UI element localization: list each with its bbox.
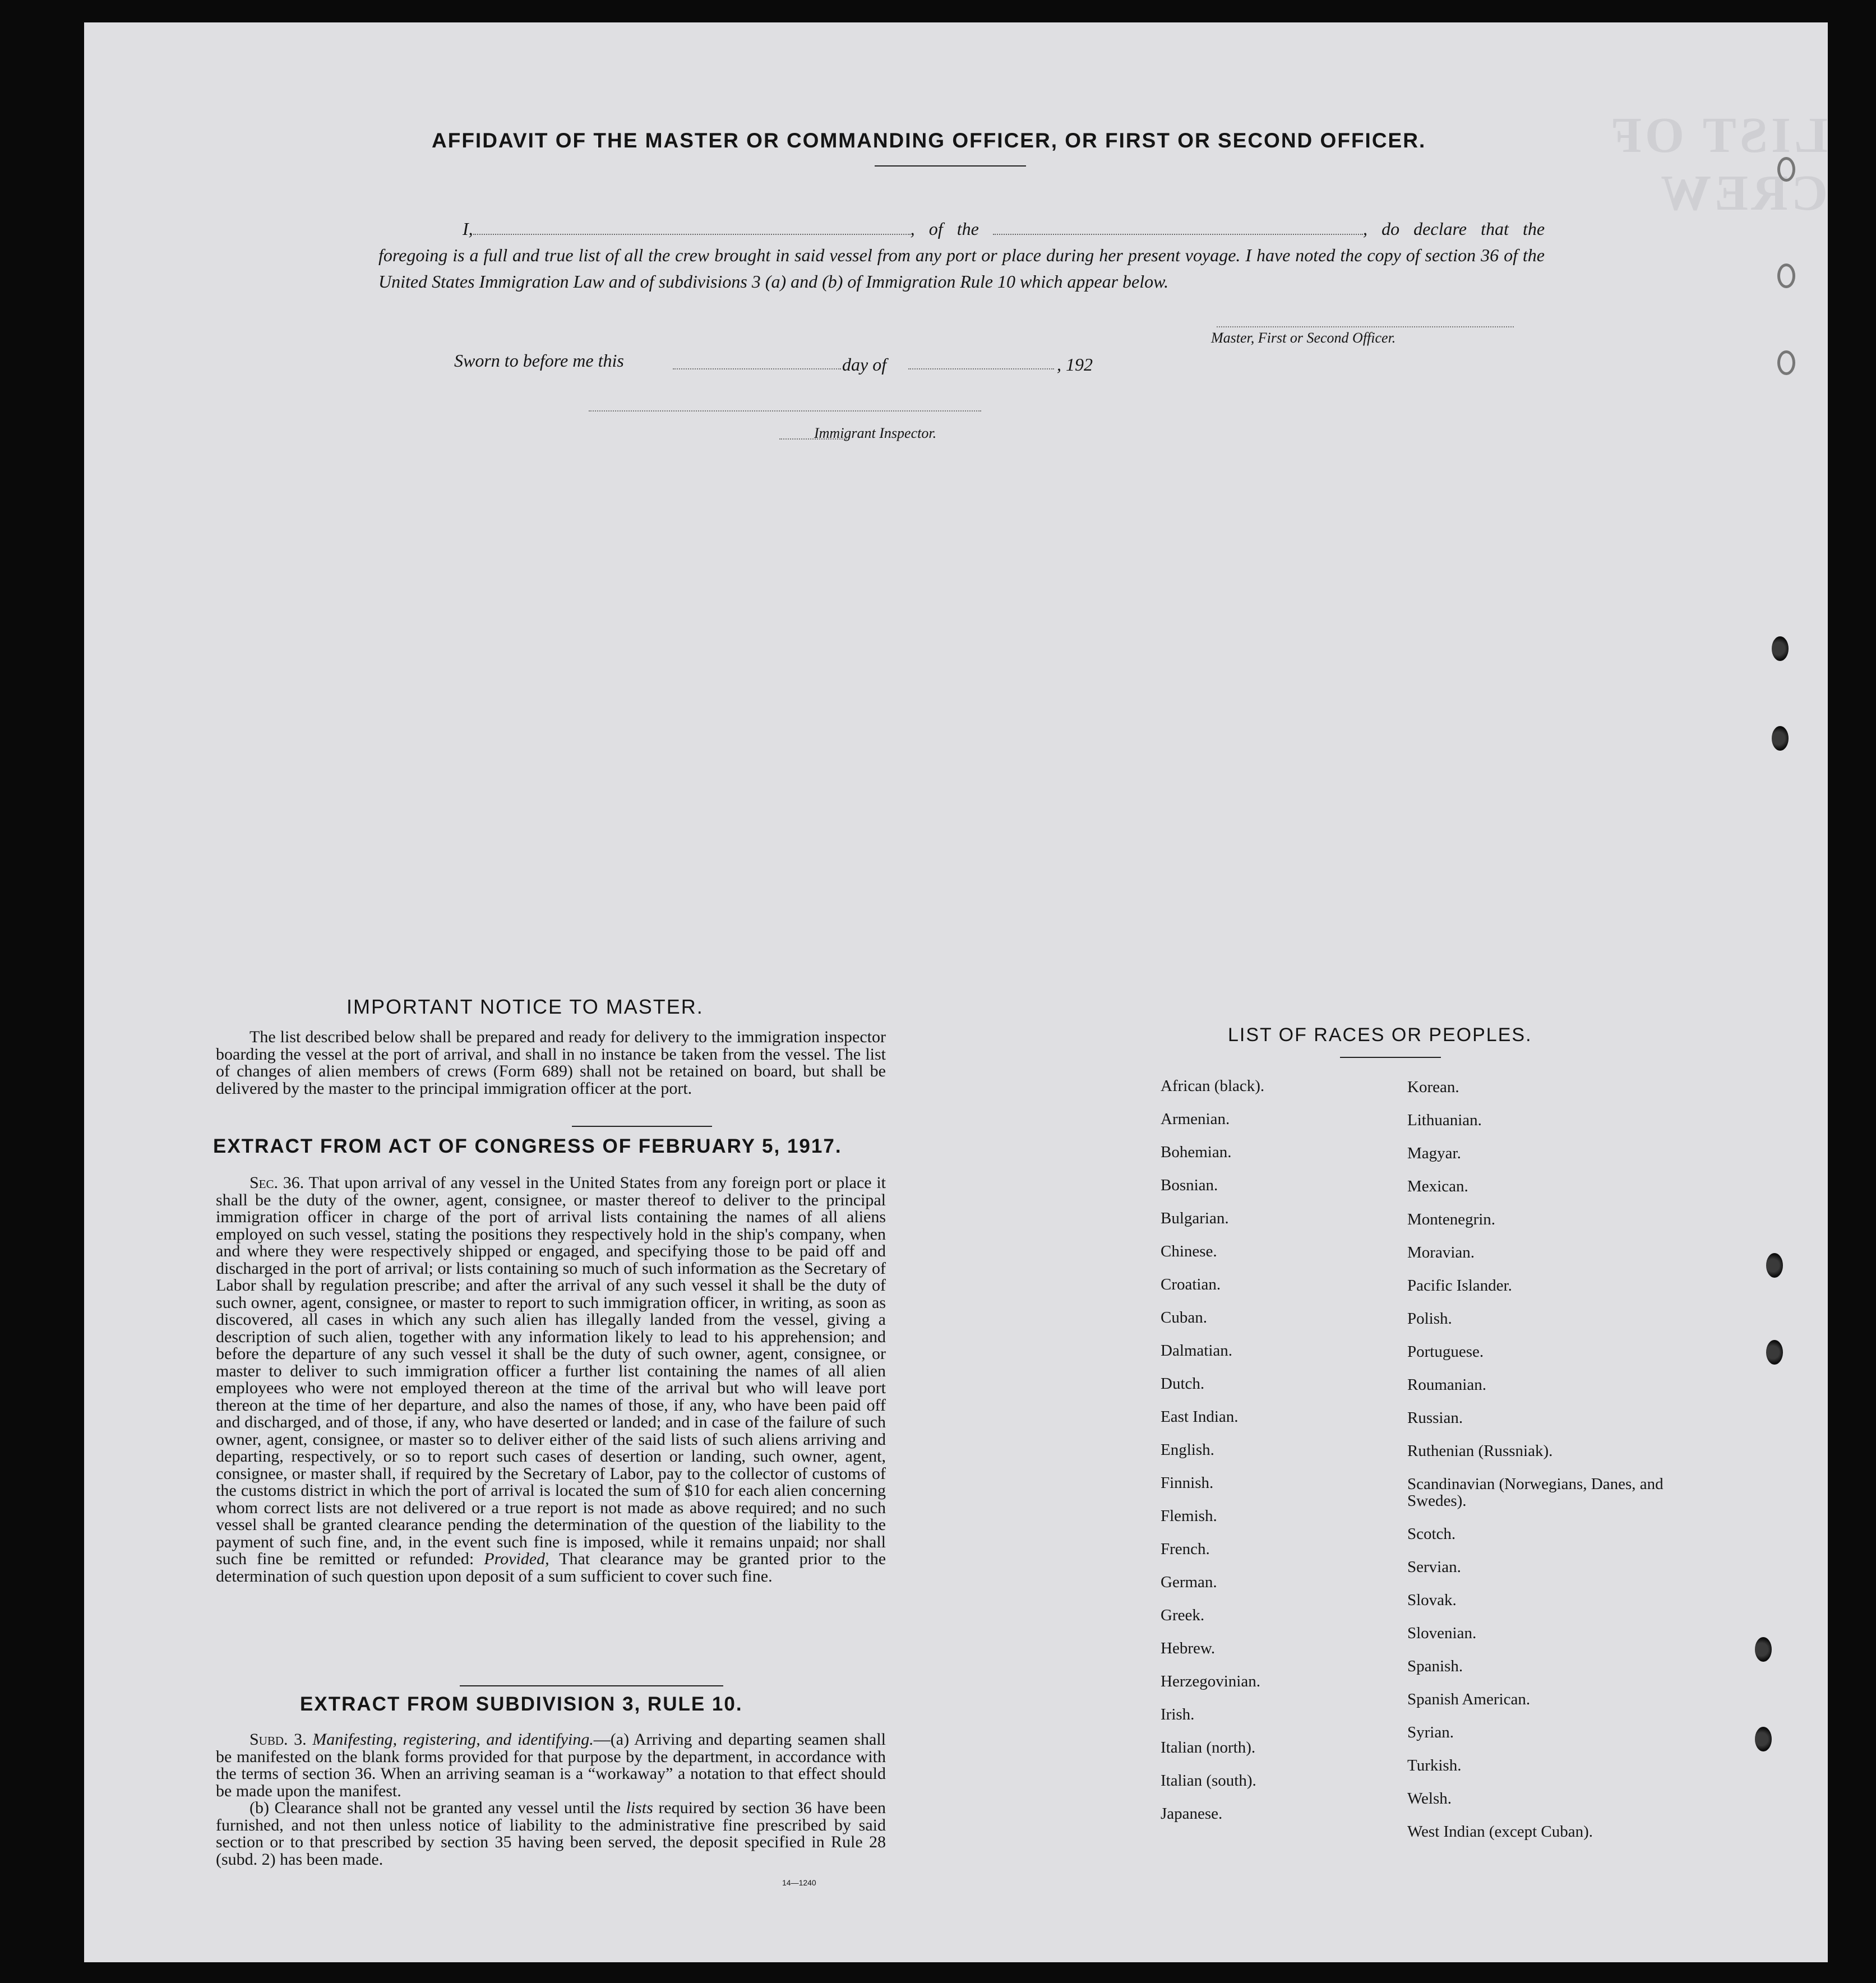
race-item: Lithuanian. [1407, 1111, 1482, 1129]
notice-body [216, 1029, 886, 1097]
race-item: Hebrew. [1161, 1639, 1216, 1657]
race-item: Magyar. [1407, 1144, 1461, 1162]
race-item: Roumanian. [1407, 1376, 1486, 1394]
race-item: Korean. [1407, 1078, 1459, 1096]
race-item: Herzegovinian. [1161, 1672, 1260, 1690]
race-item: Servian. [1407, 1558, 1461, 1576]
sworn-text: Sworn to before me this [454, 350, 624, 371]
decl-of-the: , of the [910, 219, 979, 239]
race-item: Syrian. [1407, 1723, 1454, 1741]
rule-b-end: required by section 36 have been furnished, and not then unless notice of liability to the administrative fine prescribed by said section or to that prescribed by section 35 having been served, the deposit specified in Rule 28 (subd. 2) has been made. [216, 1799, 886, 1869]
race-item: Irish. [1161, 1705, 1195, 1723]
act-paragraph [216, 1175, 886, 1585]
race-item: Slovak. [1407, 1591, 1457, 1609]
document-page [84, 22, 1828, 1962]
rule-subd-heading: Manifesting, registering, and identifying. [312, 1730, 594, 1749]
race-item: Flemish. [1161, 1507, 1217, 1525]
inspector-signature-line [589, 409, 981, 412]
race-item: Dutch. [1161, 1375, 1205, 1393]
race-item: African (black). [1161, 1077, 1265, 1095]
punch-hole [1755, 1637, 1772, 1662]
punch-hole [1777, 264, 1795, 288]
race-item: Polish. [1407, 1310, 1452, 1328]
decl-i: I, [463, 219, 473, 239]
race-item: Cuban. [1161, 1309, 1207, 1326]
notice-paragraph: The list described below shall be prepared and ready for delivery to the immigration inspector boarding the vessel at the port of arrival, and shall in no instance be taken from the vessel. The list of changes of alien members of crews (Form 689) shall not be retained on board, but shall be delivered by the master to the principal immigration officer at the port. [216, 1028, 886, 1098]
race-item: Bohemian. [1161, 1143, 1232, 1161]
rule-a-paragraph [216, 1731, 886, 1800]
race-item: Ruthenian (Russniak). [1407, 1442, 1553, 1460]
affidavit-title: AFFIDAVIT OF THE MASTER OR COMMANDING OFFICER, OR FIRST OR SECOND OFFICER. [432, 129, 1426, 152]
day-of-text: day of [842, 354, 887, 375]
divider [460, 1685, 723, 1686]
notice-title: IMPORTANT NOTICE TO MASTER. [346, 995, 704, 1018]
race-item: Spanish. [1407, 1657, 1463, 1675]
rule-b-start: (b) Clearance shall not be granted any vessel until the [249, 1799, 621, 1817]
race-item: Moravian. [1407, 1244, 1475, 1261]
decl-body: that the foregoing is a full and true list of all the crew brought in said vessel from any port or place during her present voyage. I have noted the copy of section 36 of the United States Immigration Law and of subdivisions 3 (a) and (b) of Immigration Rule 10 which appear below. [378, 219, 1545, 292]
race-item: Turkish. [1407, 1756, 1462, 1774]
punch-hole [1777, 350, 1795, 375]
race-item: Bosnian. [1161, 1176, 1218, 1194]
race-item: West Indian (except Cuban). [1407, 1823, 1593, 1841]
signature-line [1217, 325, 1514, 327]
divider [1340, 1057, 1441, 1058]
act-title: EXTRACT FROM ACT OF CONGRESS OF FEBRUARY 5, 1917. [213, 1135, 842, 1157]
race-item: Japanese. [1161, 1805, 1223, 1823]
master-label: Master, First or Second Officer. [1211, 330, 1396, 346]
rule-title: EXTRACT FROM SUBDIVISION 3, RULE 10. [300, 1693, 743, 1715]
race-item: Mexican. [1407, 1177, 1468, 1195]
act-body [216, 1175, 886, 1585]
race-item: Russian. [1407, 1409, 1463, 1427]
name-blank [473, 221, 911, 235]
race-item: Finnish. [1161, 1474, 1214, 1492]
act-provided: Provided, [484, 1550, 549, 1568]
punch-hole [1766, 1340, 1783, 1365]
punch-hole [1755, 1727, 1772, 1751]
punch-hole [1766, 1253, 1783, 1278]
race-item: Bulgarian. [1161, 1209, 1229, 1227]
affidavit-declaration [378, 216, 1545, 295]
vessel-blank [993, 221, 1363, 235]
inspector-label: Immigrant Inspector. [814, 425, 937, 441]
punch-hole [1772, 636, 1789, 661]
race-item: French. [1161, 1540, 1210, 1558]
race-item: Dalmatian. [1161, 1342, 1233, 1360]
divider [875, 165, 1026, 167]
races-left-column [1161, 1070, 1264, 1831]
race-item: Armenian. [1161, 1110, 1230, 1128]
race-item: Chinese. [1161, 1242, 1217, 1260]
year-text: , 192 [1057, 354, 1093, 375]
races-title: LIST OF RACES OR PEOPLES. [1228, 1024, 1532, 1046]
race-item: Italian (south). [1161, 1772, 1256, 1790]
rule-a-text: —(a) Arriving and departing seamen shall be manifested on the blank forms provided for that purpose by the department, in accordance with the terms of section 36. When an arriving seaman is a “workaway” a notation to that effect should be made upon the manifest. [216, 1730, 886, 1800]
race-item: Spanish American. [1407, 1690, 1531, 1708]
month-blank [908, 367, 1054, 369]
race-item: Pacific Islander. [1407, 1277, 1512, 1295]
race-item: Montenegrin. [1407, 1210, 1496, 1228]
punch-hole [1772, 726, 1789, 751]
race-item: East Indian. [1161, 1408, 1239, 1426]
race-item: Greek. [1161, 1606, 1205, 1624]
race-item: Italian (north). [1161, 1739, 1256, 1756]
act-text-end: That clearance may be granted prior to the determination of such question upon deposit of a sum sufficient to cover such fine. [216, 1550, 886, 1586]
race-item: German. [1161, 1573, 1217, 1591]
divider [572, 1126, 712, 1127]
races-right-column [1407, 1071, 1671, 1848]
bleed-through-decoration: LIST OF CREW [1609, 108, 1828, 221]
race-item: Portuguese. [1407, 1343, 1484, 1361]
race-item: Scotch. [1407, 1525, 1456, 1543]
race-item: Slovenian. [1407, 1624, 1477, 1642]
race-item: Croatian. [1161, 1275, 1221, 1293]
rule-b-paragraph [216, 1800, 886, 1868]
day-blank [673, 367, 841, 369]
decl-do-declare: , do declare [1362, 219, 1467, 239]
race-item: English. [1161, 1441, 1214, 1459]
act-text: That upon arrival of any vessel in the United States from any foreign port or place it shall be the duty of the owner, agent, consignee, or master thereof to deliver to the principal immigration officer in charge of the port of arrival lists containing the names of all aliens employed on such vessel, stating the positions they respectively hold in the ship's company, when and where they were respectively shipped or engaged, and specifying those to be paid off and discharged in the port of arrival; or lists containing so much of such information as the Secretary of Labor shall by regulation prescribe; and after the arrival of any such vessel it shall be the duty of such owner, agent, consignee, or master to report to such immigration officer, in writing, as soon as discovered, all cases in which any such alien has illegally landed from the vessel, giving a description of such alien, together with any information likely to lead to his apprehension; and before the departure of any such vessel it shall be the duty of such owner, agent, consignee, or master to deliver to such immigration officer a further list containing the names of all alien employees who were not employed thereon at the time of the arrival but who will leave port thereon at the time of her departure, and also the names of those, if any, who have been paid off and discharged, and of those, if any, who have deserted or landed; and in case of the failure of such owner, agent, consignee, or master so to deliver either of the said lists of such aliens arriving and departing, respectively, or so to report such cases of desertion or landing, such owner, agent, consignee, or master shall, if required by the Secretary of Labor, pay to the collector of customs of the customs district in which the port of arrival is located the sum of $10 for each alien concerning whom correct lists are not delivered or a true report is not made as above required; and no such vessel shall be granted clearance pending the determination of the question of the liability to the payment of such fine, and, in the event such fine is imposed, while it remains unpaid; nor shall such fine be remitted or refunded: [216, 1173, 886, 1568]
rule-body [216, 1731, 886, 1868]
form-number: 14—1240 [782, 1878, 816, 1887]
rule-subd-label: Subd. 3. [249, 1730, 307, 1749]
race-item: Scandinavian (Norwegians, Danes, and Swedes). [1407, 1475, 1664, 1510]
race-item: Welsh. [1407, 1790, 1452, 1808]
act-sec-label: Sec. 36. [249, 1173, 304, 1192]
rule-b-lists: lists [626, 1799, 653, 1817]
punch-hole [1777, 157, 1795, 182]
